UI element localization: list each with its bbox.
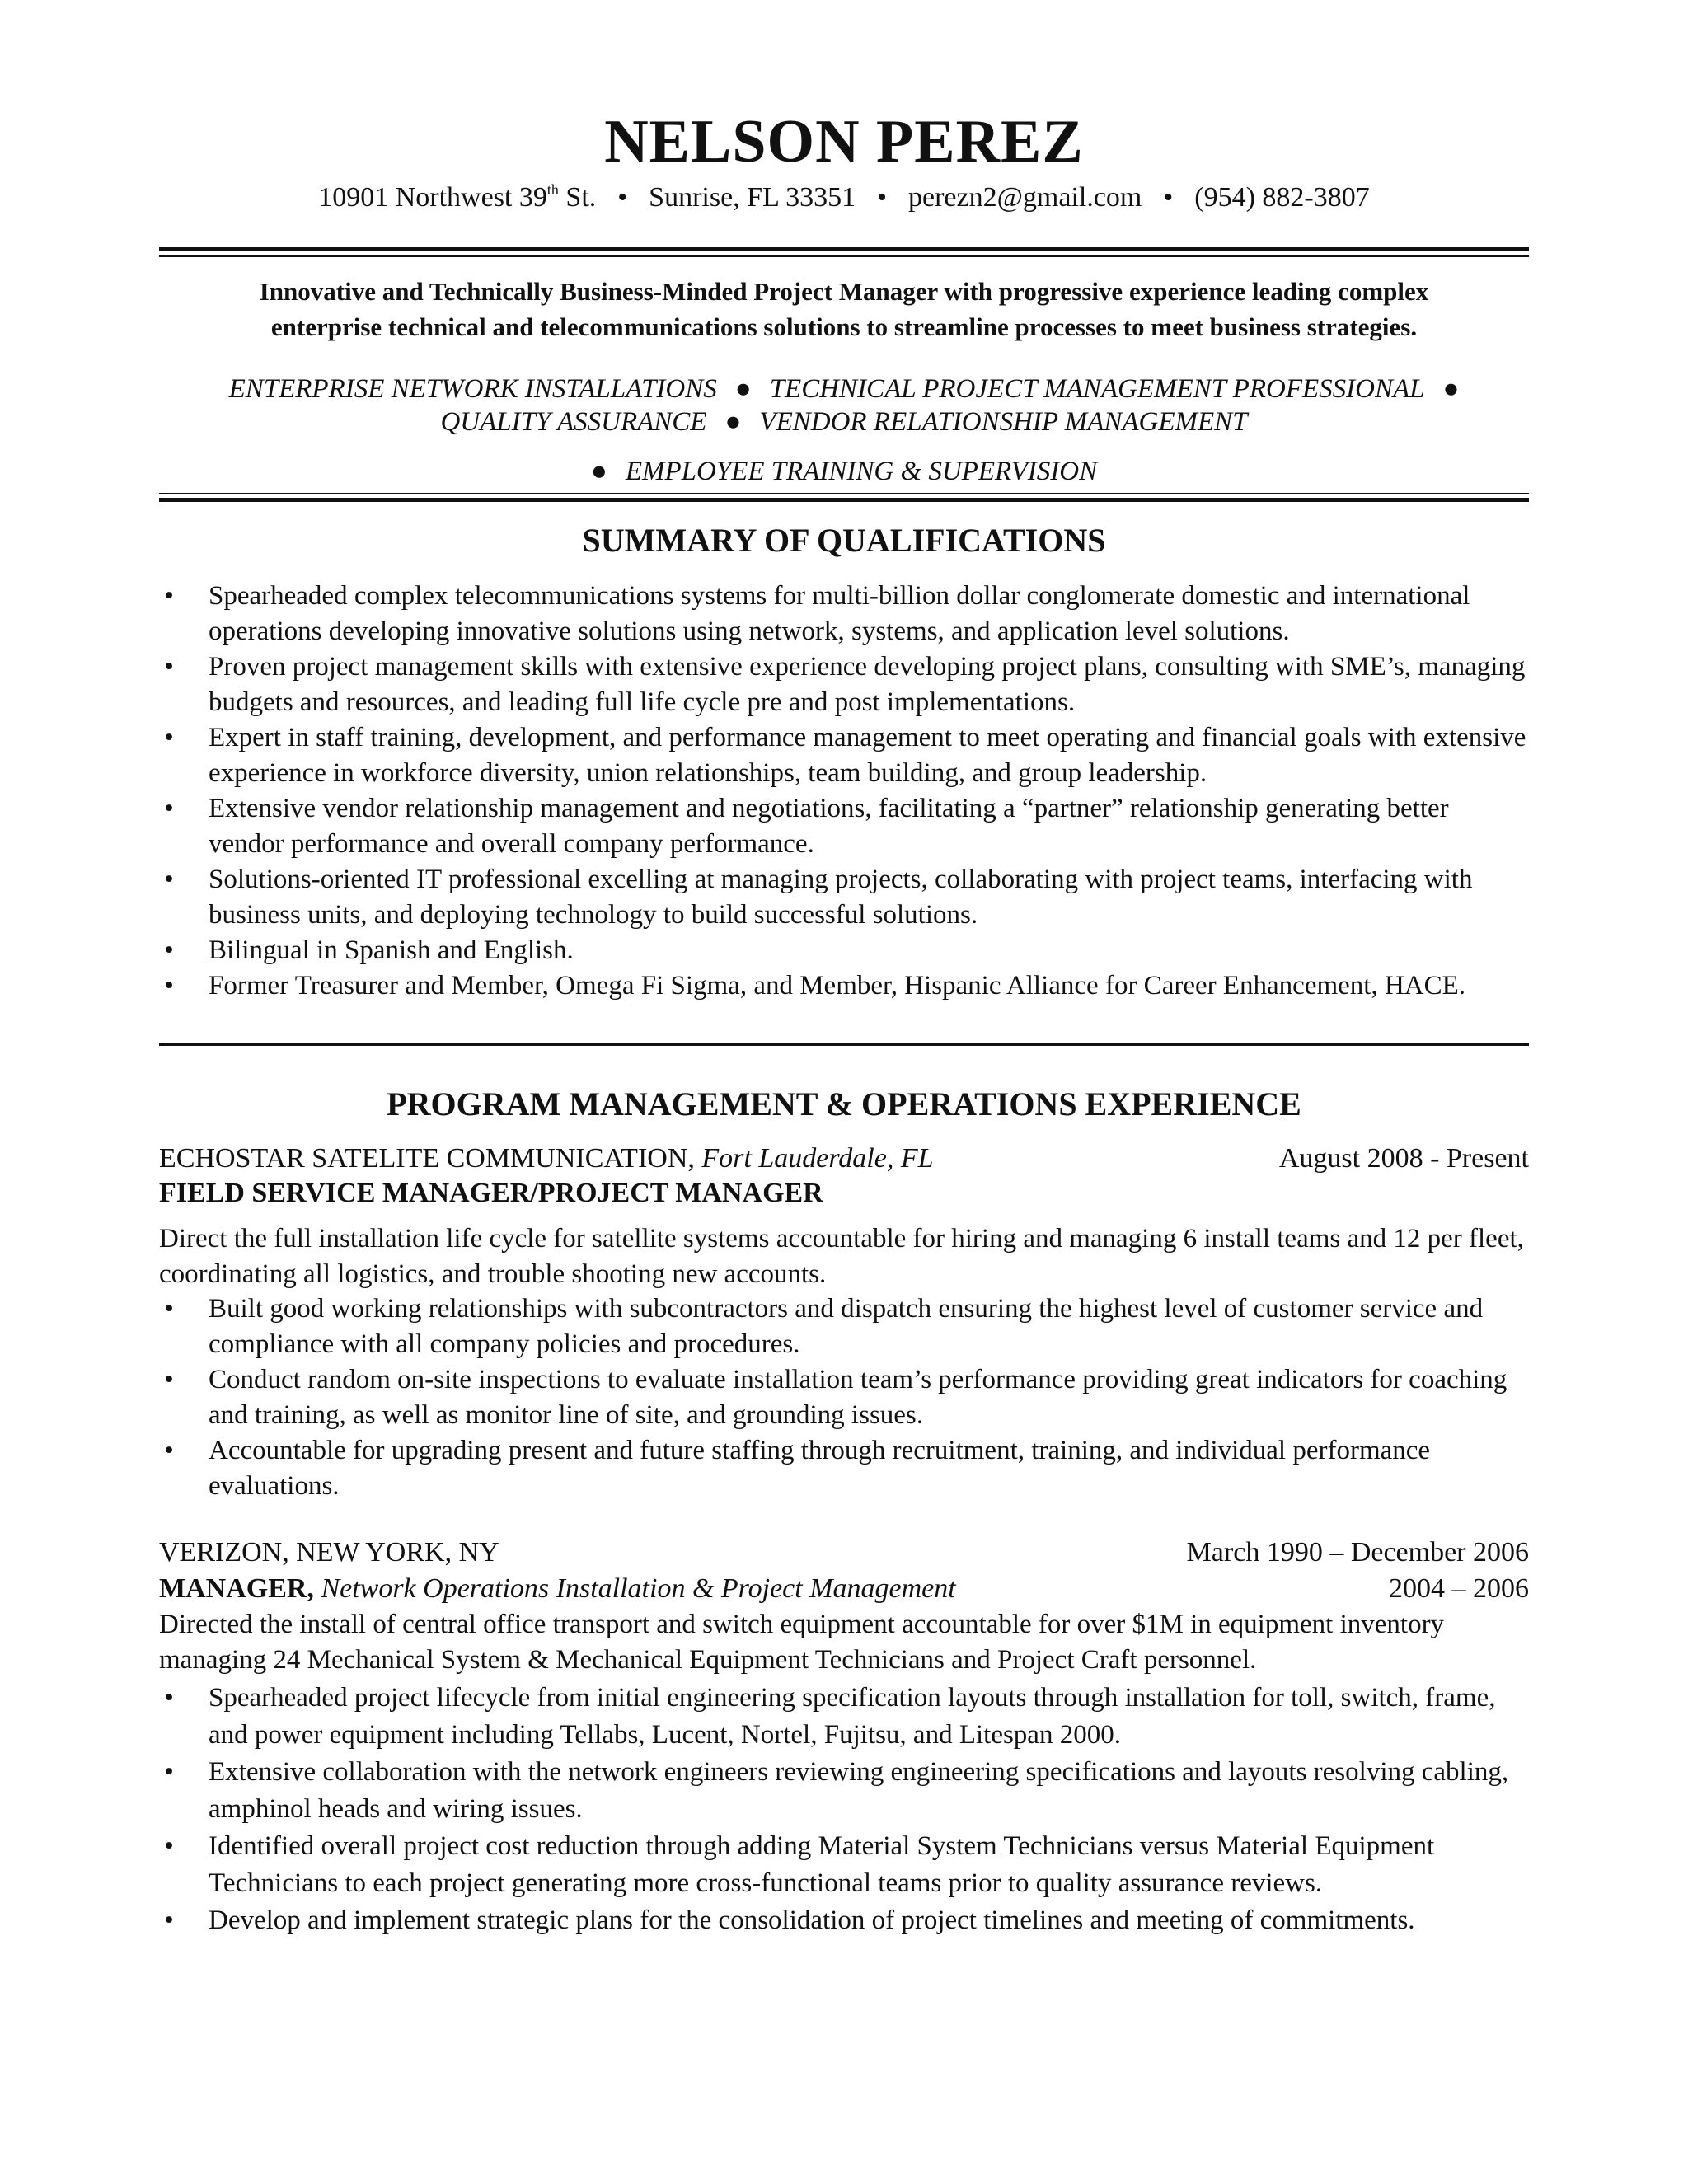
list-item: • Extensive collaboration with the network engineers reviewing engineering specifications and layouts resolving cabling, amphinol heads and wiring issues. xyxy=(164,1757,1509,1824)
skills-rule-thin xyxy=(159,493,1529,494)
address: 10901 Northwest 39th St. xyxy=(318,181,597,213)
list-item: • Accountable for upgrading present and future staffing through recruitment, training, and individual performance evaluations. xyxy=(164,1436,1431,1501)
contact-separator: • xyxy=(617,182,628,213)
job-1-header xyxy=(159,1141,1529,1177)
summary-rule xyxy=(159,1043,1529,1046)
candidate-name: NELSON PEREZ xyxy=(604,108,1084,176)
contact-line xyxy=(159,180,1529,216)
job-2-role-dates: 2004 – 2006 xyxy=(1389,1573,1529,1604)
list-item: • Develop and implement strategic plans for the consolidation of project timelines and meeting of commitments. xyxy=(164,1905,1415,1935)
header-rule-thin xyxy=(159,255,1529,257)
list-item: • Expert in staff training, development, and performance management to meet operating and financial goals with extensive experience in workforce diversity, union relationships, team building, and group leadership. xyxy=(164,723,1526,788)
list-item: • Conduct random on-site inspections to evaluate installation team’s performance providing great indicators for coaching and training, as well as monitor line of site, and grounding issues. xyxy=(164,1365,1507,1430)
list-item: • Solutions-oriented IT professional excelling at managing projects, collaborating with project teams, interfacing with business units, and deploying technology to build successful solutions. xyxy=(164,865,1473,930)
job-1-description: Direct the full installation life cycle for satellite systems accountable for hiring and managing 6 install teams and 12 per fleet, coordinating all logistics, and trouble shooting new accounts. xyxy=(159,1224,1524,1289)
skills-line-2 xyxy=(159,405,1529,438)
skills-line-3 xyxy=(159,455,1529,488)
job-2-dates: March 1990 – December 2006 xyxy=(1186,1537,1529,1568)
skills-line-1 xyxy=(159,373,1529,405)
skill-separator: ● xyxy=(734,374,752,404)
summary-list xyxy=(159,579,1529,1004)
headline-line: enterprise technical and telecommunications solutions to streamline processes to meet business strategies. xyxy=(270,312,1418,341)
list-item: • Former Treasurer and Member, Omega Fi Sigma, and Member, Hispanic Alliance for Career Enhancement, HACE. xyxy=(164,971,1466,1001)
skills-rule-thick xyxy=(159,498,1529,502)
contact-separator: • xyxy=(1163,182,1174,213)
email[interactable]: perezn2@gmail.com xyxy=(908,182,1142,213)
job-1-title: FIELD SERVICE MANAGER/PROJECT MANAGER xyxy=(159,1178,823,1208)
job-2-employer: VERIZON, NEW YORK, NY xyxy=(159,1537,499,1568)
list-item: • Built good working relationships with subcontractors and dispatch ensuring the highest level of customer service and compliance with all company policies and procedures. xyxy=(164,1294,1484,1359)
list-item: • Bilingual in Spanish and English. xyxy=(164,935,574,965)
skill-separator: ● xyxy=(724,407,742,437)
job-1-employer: ECHOSTAR SATELITE COMMUNICATION, Fort Lauderdale, FL xyxy=(159,1143,934,1174)
job-1-list xyxy=(159,1291,1529,1504)
job-1-dates: August 2008 - Present xyxy=(1278,1143,1529,1174)
skill-separator: ● xyxy=(1442,374,1460,404)
header-rule-thick xyxy=(159,247,1529,251)
skill-item: EMPLOYEE TRAINING & SUPERVISION xyxy=(625,457,1098,486)
job-2-header xyxy=(159,1535,1529,1571)
phone: (954) 882-3807 xyxy=(1194,182,1370,213)
job-2-list xyxy=(159,1680,1529,1939)
list-item: • Identified overall project cost reduction through adding Material System Technicians versus Material Equipment Technicians to each project generating more cross-functional teams prior to quality assurance reviews. xyxy=(164,1831,1435,1898)
list-item: • Spearheaded complex telecommunications systems for multi-billion dollar conglomerate domestic and international operations developing innovative solutions using network, systems, and application level solutions. xyxy=(164,581,1470,646)
skill-item: TECHNICAL PROJECT MANAGEMENT PROFESSIONAL xyxy=(769,374,1425,404)
job-2-role xyxy=(159,1571,1529,1607)
headline xyxy=(159,274,1529,344)
experience-title: PROGRAM MANAGEMENT & OPERATIONS EXPERIENCE xyxy=(387,1085,1301,1122)
skill-item: QUALITY ASSURANCE xyxy=(440,407,707,437)
list-item: • Spearheaded project lifecycle from initial engineering specification layouts through installation for toll, switch, frame, and power equipment including Tellabs, Lucent, Nortel, Fujitsu, and Litespan 2000. xyxy=(164,1683,1496,1750)
list-item: • Extensive vendor relationship management and negotiations, facilitating a “partner” relationship generating better vendor performance and overall company performance. xyxy=(164,794,1449,859)
job-2-description: Directed the install of central office transport and switch equipment accountable for over $1M in equipment inventory managing 24 Mechanical System & Mechanical Equipment Technicians and Project Craft personnel. xyxy=(159,1610,1445,1675)
headline-line: Innovative and Technically Business-Minded Project Manager with progressive experience leading complex xyxy=(259,277,1429,306)
skill-separator: ● xyxy=(590,457,607,486)
contact-separator: • xyxy=(877,182,887,213)
skill-item: VENDOR RELATIONSHIP MANAGEMENT xyxy=(759,407,1248,437)
city: Sunrise, FL 33351 xyxy=(649,182,856,213)
skill-item: ENTERPRISE NETWORK INSTALLATIONS xyxy=(228,374,717,404)
job-2-role-title: MANAGER, Network Operations Installation & Project Management xyxy=(159,1573,956,1604)
summary-title: SUMMARY OF QUALIFICATIONS xyxy=(582,522,1106,559)
list-item: • Proven project management skills with extensive experience developing project plans, consulting with SME’s, managing budgets and resources, and leading full life cycle pre and post implementations. xyxy=(164,652,1526,717)
